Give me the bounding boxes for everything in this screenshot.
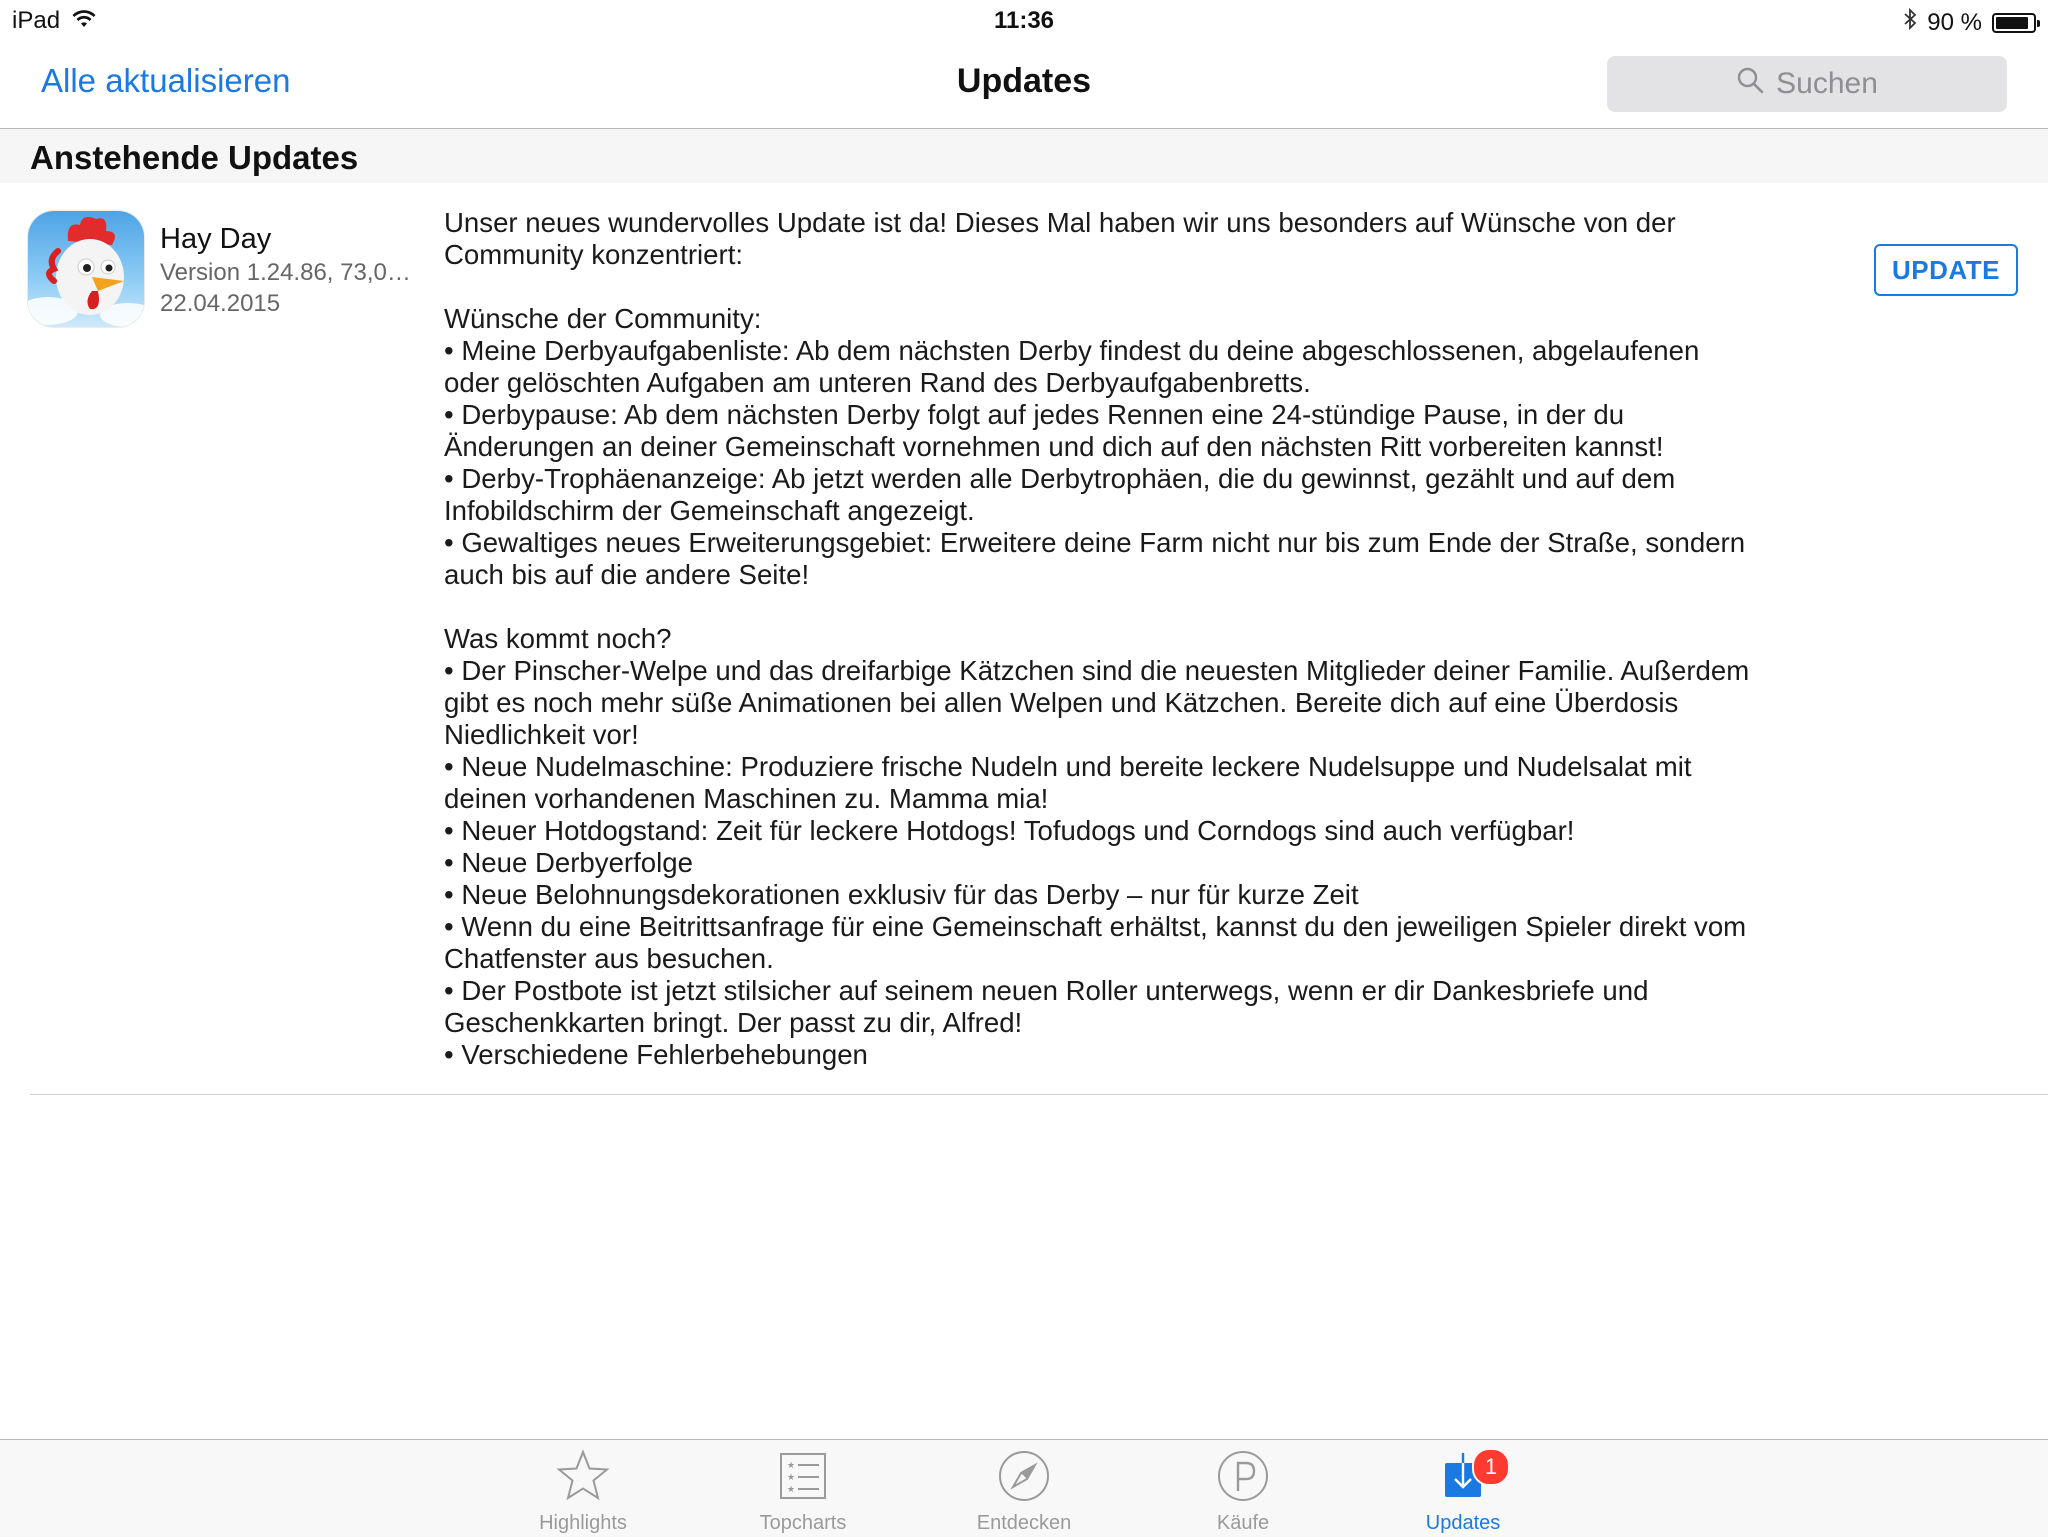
tab-updates[interactable]	[1378, 1448, 1548, 1535]
bluetooth-icon	[1903, 7, 1917, 38]
update-all-button[interactable]: Alle aktualisieren	[41, 62, 291, 99]
app-date: 22.04.2015	[160, 290, 281, 317]
notes-line: • Neue Belohnungsdekorationen exklusiv für das Derby – nur für kurze Zeit	[444, 879, 1359, 910]
notes-line: Wünsche der Community:	[444, 303, 762, 334]
device-name: iPad	[12, 7, 61, 34]
status-bar	[0, 0, 2048, 42]
tab-bar	[0, 1439, 2048, 1537]
row-divider	[30, 1094, 2048, 1095]
notes-line: Was kommt noch?	[444, 623, 672, 654]
svg-text:★: ★	[787, 1460, 796, 1471]
notes-line: • Neuer Hotdogstand: Zeit für leckere Hotdogs! Tofudogs und Corndogs sind auch verfügbar!	[444, 815, 1575, 846]
tab-entdecken[interactable]	[939, 1448, 1109, 1535]
updates-badge: 1	[1472, 1448, 1510, 1486]
update-row	[0, 183, 2048, 1095]
section-header	[0, 129, 2048, 183]
search-icon	[1736, 66, 1764, 102]
hay-day-app-icon[interactable]	[28, 211, 144, 327]
svg-text:★: ★	[787, 1472, 796, 1483]
search-placeholder: Suchen	[1776, 67, 1878, 100]
notes-line: • Meine Derbyaufgabenliste: Ab dem nächsten Derby findest du deine abgeschlossenen, abgelaufenen oder gelöschten Aufgaben am unteren Rand des Derbyaufgabenbretts.	[444, 335, 1700, 398]
notes-line: • Der Pinscher-Welpe und das dreifarbige Kätzchen sind die neuesten Mitglieder deiner Familie. Außerdem gibt es noch mehr süße Animationen bei allen Welpen und Kätzchen. Bereite dich auf eine Überdosis Niedlichkeit vor!	[444, 655, 1750, 750]
notes-line: • Derby-Trophäenanzeige: Ab jetzt werden alle Derbytrophäen, die du gewinnst, gezählt und auf dem Infobildschirm der Gemeinschaft angezeigt.	[444, 463, 1676, 526]
notes-line: • Neue Derbyerfolge	[444, 847, 693, 878]
notes-line: • Der Postbote ist jetzt stilsicher auf seinem neuen Roller unterwegs, wenn er dir Dankesbriefe und Geschenkkarten bringt. Der passt zu dir, Alfred!	[444, 975, 1649, 1038]
notes-line: • Verschiedene Fehlerbehebungen	[444, 1039, 868, 1070]
search-field[interactable]	[1607, 56, 2007, 112]
svg-text:★: ★	[787, 1484, 796, 1495]
tab-label: Käufe	[1216, 1512, 1270, 1534]
notes-line: • Wenn du eine Beitrittsanfrage für eine Gemeinschaft erhältst, kannst du den jeweiligen Spieler direkt vom Chatfenster aus besuchen.	[444, 911, 1747, 974]
battery-percent: 90 %	[1927, 8, 1982, 36]
app-name: Hay Day	[160, 223, 272, 255]
navigation-bar	[0, 42, 2048, 129]
clock: 11:36	[993, 7, 1055, 34]
tab-kaeufe[interactable]	[1158, 1448, 1328, 1535]
notes-line: Unser neues wundervolles Update ist da! Dieses Mal haben wir uns besonders auf Wünsche von der Community konzentriert:	[444, 207, 1676, 270]
app-version: Version 1.24.86, 73,0…	[160, 259, 411, 286]
tab-label: Entdecken	[976, 1512, 1072, 1534]
compass-icon	[997, 1449, 1051, 1508]
tab-highlights[interactable]	[498, 1448, 668, 1535]
tab-label: Topcharts	[759, 1512, 847, 1534]
notes-line: • Neue Nudelmaschine: Produziere frische Nudeln und bereite leckere Nudelsuppe und Nudelsalat mit deinen vorhandenen Maschinen zu. Mamma mia!	[444, 751, 1692, 814]
release-notes	[444, 207, 1754, 1071]
section-title: Anstehende Updates	[30, 139, 359, 176]
star-icon	[555, 1448, 611, 1509]
notes-line: • Derbypause: Ab dem nächsten Derby folgt auf jedes Rennen eine 24-stündige Pause, in der du Änderungen an deiner Gemeinschaft vornehmen und dich auf den nächsten Ritt vorbereiten kannst!	[444, 399, 1664, 462]
purchased-icon	[1216, 1449, 1270, 1508]
battery-icon	[1992, 13, 2036, 33]
battery-level	[1996, 17, 2028, 29]
tab-label: Updates	[1425, 1512, 1501, 1534]
page-title: Updates	[956, 62, 1092, 100]
notes-spacer	[444, 271, 1754, 303]
update-button[interactable]: UPDATE	[1874, 244, 2018, 296]
list-icon	[778, 1451, 828, 1506]
notes-line: • Gewaltiges neues Erweiterungsgebiet: Erweitere deine Farm nicht nur bis zum Ende der Straße, sondern auch bis auf die andere Seite!	[444, 527, 1746, 590]
notes-spacer	[444, 591, 1754, 623]
tab-topcharts[interactable]	[718, 1448, 888, 1535]
tab-label: Highlights	[539, 1512, 627, 1534]
